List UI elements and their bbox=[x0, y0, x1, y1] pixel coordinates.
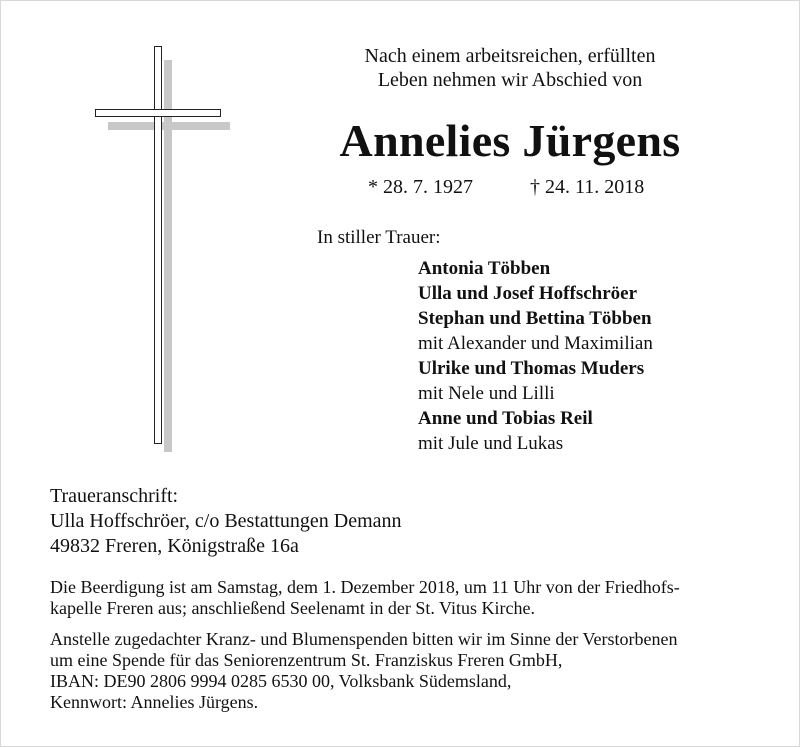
mourning-address bbox=[50, 484, 402, 559]
address-line-2: 49832 Freren, Königstraße 16a bbox=[50, 535, 299, 557]
mourner-line: mit Nele und Lilli bbox=[418, 383, 555, 404]
mourners-list bbox=[418, 256, 653, 456]
mourner-line: Anne und Tobias Reil bbox=[418, 408, 593, 429]
intro-line-2: Leben nehmen wir Abschied von bbox=[377, 69, 643, 91]
birth-date: * 28. 7. 1927 bbox=[368, 176, 473, 198]
mourner-line: mit Jule und Lukas bbox=[418, 433, 564, 454]
intro-text bbox=[310, 44, 710, 92]
address-label: Traueranschrift: bbox=[50, 485, 179, 507]
donation-line-4: Kennwort: Annelies Jürgens. bbox=[50, 692, 259, 712]
funeral-notice bbox=[50, 577, 750, 619]
address-line-1: Ulla Hoffschröer, c/o Bestattungen Demann bbox=[50, 510, 402, 532]
mourner-line: mit Alexander und Maximilian bbox=[418, 333, 653, 354]
donation-line-2: um eine Spende für das Seniorenzentrum St. Franziskus Freren GmbH, bbox=[50, 650, 563, 670]
donation-notice bbox=[50, 629, 750, 713]
mourner-line: Ulrike und Thomas Muders bbox=[418, 358, 645, 379]
deceased-name: Annelies Jürgens bbox=[339, 115, 681, 166]
mourning-intro: In stiller Trauer: bbox=[317, 227, 441, 248]
funeral-line-2: kapelle Freren aus; anschließend Seelenamt in der St. Vitus Kirche. bbox=[50, 598, 535, 618]
mourner-line: Ulla und Josef Hoffschröer bbox=[418, 283, 638, 304]
funeral-line-1: Die Beerdigung ist am Samstag, dem 1. Dezember 2018, um 11 Uhr von der Friedhofs- bbox=[50, 577, 680, 597]
donation-line-3: IBAN: DE90 2806 9994 0285 6530 00, Volksbank Südemsland, bbox=[50, 671, 512, 691]
intro-line-1: Nach einem arbeitsreichen, erfüllten bbox=[364, 45, 656, 67]
donation-line-1: Anstelle zugedachter Kranz- und Blumenspenden bitten wir im Sinne der Verstorbenen bbox=[50, 629, 678, 649]
death-date: † 24. 11. 2018 bbox=[530, 176, 645, 198]
mourner-line: Stephan und Bettina Többen bbox=[418, 308, 652, 329]
mourner-line: Antonia Többen bbox=[418, 258, 551, 279]
